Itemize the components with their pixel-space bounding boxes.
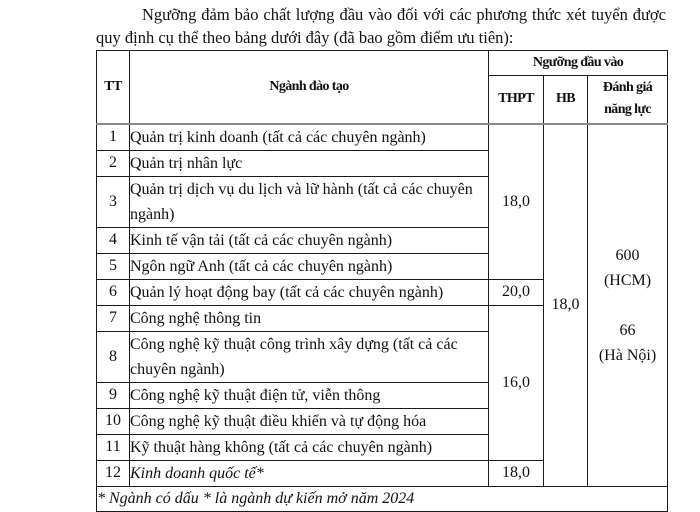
row-tt: 12: [97, 460, 130, 486]
thpt-value-group-3: 16,0: [489, 305, 544, 460]
row-major: Công nghệ kỹ thuật điều khiển và tự động hóa: [130, 408, 489, 434]
header-dgnl: [588, 76, 668, 124]
row-major: Quản trị nhân lực: [130, 150, 489, 176]
header-tt: TT: [97, 51, 130, 124]
row-tt: 2: [97, 150, 130, 176]
row-major: Công nghệ kỹ thuật điện tử, viễn thông: [130, 382, 489, 408]
thpt-value-group-1: 18,0: [489, 124, 544, 280]
table-footnote: * Ngành có dấu * là ngành dự kiến mở năm 2024: [97, 486, 668, 511]
dgnl-hn-label: (Hà Nội): [598, 346, 657, 364]
row-tt: 8: [97, 331, 130, 382]
row-major: Quản trị kinh doanh (tất cả các chuyên ngành): [130, 124, 489, 151]
thpt-value-group-4: 18,0: [489, 460, 544, 486]
row-major: Kinh tế vận tải (tất cả các chuyên ngành): [130, 227, 489, 253]
hb-value: 18,0: [544, 124, 588, 487]
row-major: Công nghệ thông tin: [130, 305, 489, 331]
row-major: Kinh doanh quốc tế*: [130, 460, 489, 486]
dgnl-hcm-label: (HCM): [603, 271, 652, 289]
intro-paragraph: [96, 3, 666, 49]
row-major: Công nghệ kỹ thuật công trình xây dựng (tất cả các chuyên ngành): [130, 331, 489, 382]
dgnl-hn-value: 66: [619, 321, 636, 339]
row-tt: 7: [97, 305, 130, 331]
header-threshold-group: Ngưỡng đầu vào: [489, 51, 668, 76]
thpt-value-group-2: 20,0: [489, 279, 544, 305]
intro-line-2: quy định cụ thể theo bảng dưới đây (đã bao gồm điểm ưu tiên):: [96, 28, 514, 47]
row-tt: 11: [97, 434, 130, 460]
row-tt: 6: [97, 279, 130, 305]
table-row: [97, 124, 668, 151]
row-major: Quản trị dịch vụ du lịch và lữ hành (tất cả các chuyên ngành): [130, 176, 489, 227]
admission-threshold-table: [96, 50, 668, 512]
header-dgnl-line1: Đánh giá: [602, 80, 653, 96]
row-tt: 10: [97, 408, 130, 434]
row-tt: 9: [97, 382, 130, 408]
row-tt: 3: [97, 176, 130, 227]
row-major: Quản lý hoạt động bay (tất cả các chuyên ngành): [130, 279, 489, 305]
row-major: Ngôn ngữ Anh (tất cả các chuyên ngành): [130, 253, 489, 279]
row-tt: 5: [97, 253, 130, 279]
intro-line-1: Ngưỡng đảm bảo chất lượng đầu vào đối với các phương thức xét tuyển được: [142, 5, 666, 24]
row-major: Kỹ thuật hàng không (tất cả các chuyên ngành): [130, 434, 489, 460]
header-hb: HB: [544, 76, 588, 124]
header-dgnl-line2: năng lực: [604, 102, 651, 118]
header-thpt: THPT: [489, 76, 544, 124]
dgnl-value: [588, 124, 668, 487]
dgnl-hcm-value: 600: [615, 246, 640, 264]
header-major: Ngành đào tạo: [130, 51, 489, 124]
row-tt: 4: [97, 227, 130, 253]
row-tt: 1: [97, 124, 130, 151]
